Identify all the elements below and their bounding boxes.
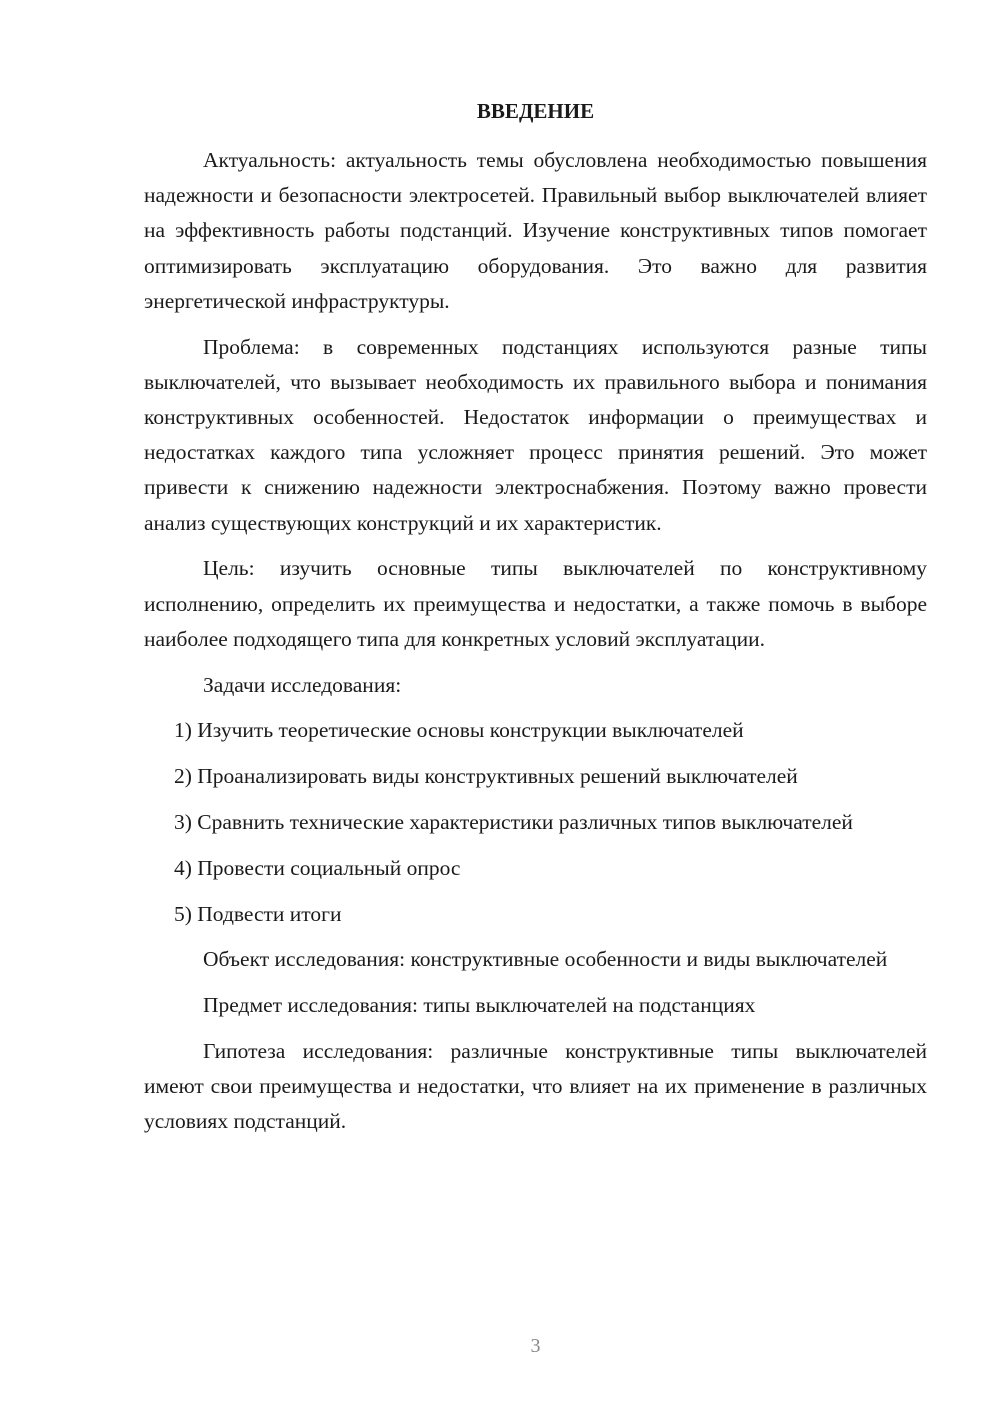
task-item: 1) Изучить теоретические основы конструкции выключателей	[174, 718, 744, 743]
document-body	[144, 143, 927, 1150]
paragraph-subject: Предмет исследования: типы выключателей на подстанциях	[203, 993, 756, 1018]
task-item: 4) Провести социальный опрос	[174, 855, 461, 880]
page-title: ВВЕДЕНИЕ	[476, 99, 595, 123]
paragraph-problem: Проблема: в современных подстанциях используются разные типы выключателей, что вызывает необходимость их правильного выбора и понимания конструктивных особенностей. Недостаток информации о преимуществах и недостатках каждого типа усложняет процесс принятия решений. Это может привести к снижению надежности электроснабжения. Поэтому важно провести анализ существующих конструкций и их характеристик.	[144, 334, 927, 535]
task-item: 3) Сравнить технические характеристики различных типов выключателей	[174, 810, 853, 835]
task-item: 2) Проанализировать виды конструктивных решений выключателей	[174, 764, 798, 789]
tasks-heading: Задачи исследования:	[203, 672, 402, 697]
paragraph-relevance: Актуальность: актуальность темы обусловлена необходимостью повышения надежности и безопасности электросетей. Правильный выбор выключателей влияет на эффективность работы подстанций. Изучение конструктивных типов помогает оптимизировать эксплуатацию оборудования. Это важно для развития энергетической инфраструктуры.	[144, 148, 927, 313]
paragraph-hypothesis: Гипотеза исследования: различные конструктивные типы выключателей имеют свои преимущества и недостатки, что влияет на их применение в различных условиях подстанций.	[144, 1039, 927, 1134]
task-item: 5) Подвести итоги	[174, 901, 342, 926]
document-page	[144, 0, 927, 1414]
page-number: 3	[530, 1335, 541, 1357]
paragraph-object: Объект исследования: конструктивные особенности и виды выключателей	[203, 947, 888, 972]
paragraph-goal: Цель: изучить основные типы выключателей по конструктивному исполнению, определить их преимущества и недостатки, а также помочь в выборе наиболее подходящего типа для конкретных условий эксплуатации.	[144, 556, 927, 651]
